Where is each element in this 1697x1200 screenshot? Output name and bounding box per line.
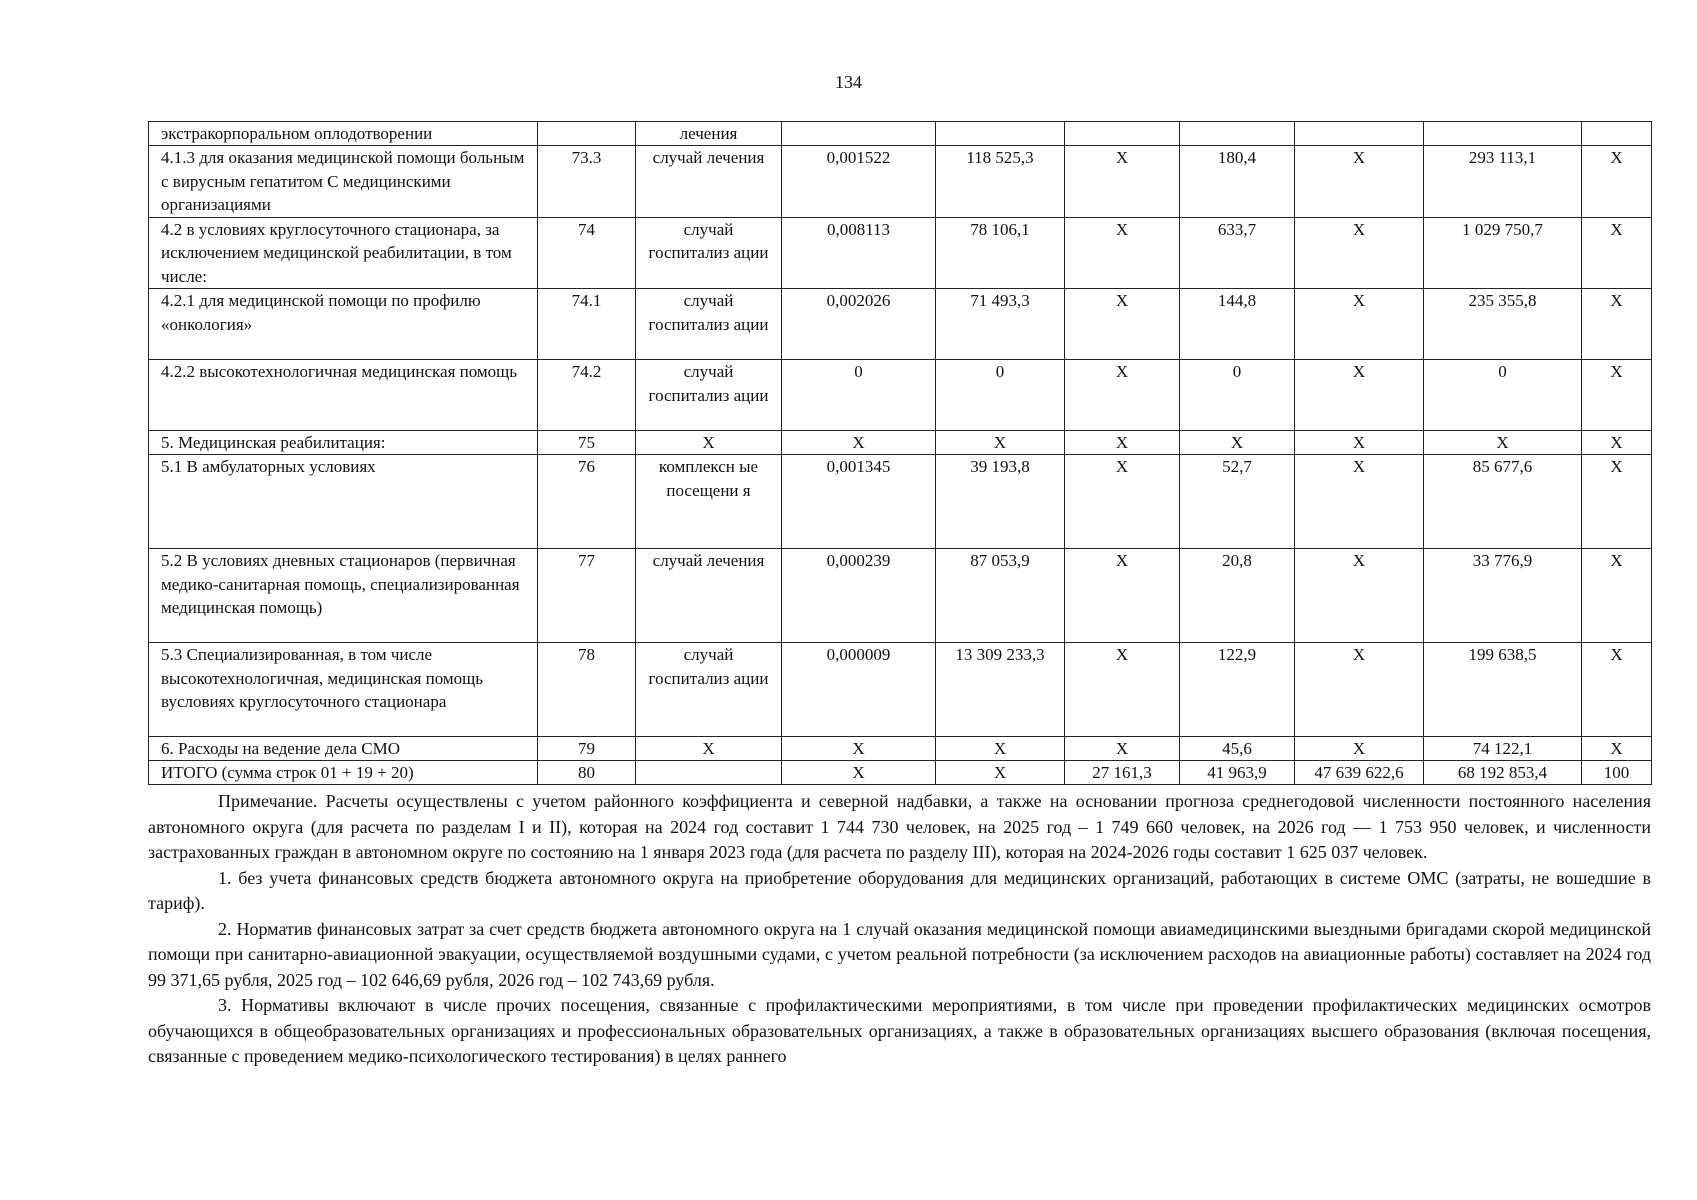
- share-cell: X: [1582, 455, 1652, 549]
- total-oms-cell: 68 192 853,4: [1424, 761, 1582, 785]
- volume-norm-cell: X: [782, 761, 936, 785]
- table-row: [149, 549, 1652, 643]
- unit-cell: случай госпитализ ации: [636, 360, 782, 431]
- cost-norm-cell: 13 309 233,3: [936, 643, 1065, 737]
- indicator-name-cell: 5.1 В амбулаторных условиях: [149, 455, 538, 549]
- per-capita-oms-cell: [1180, 122, 1295, 146]
- share-cell: X: [1582, 146, 1652, 218]
- cost-norm-cell: 87 053,9: [936, 549, 1065, 643]
- normatives-table-wrap: [148, 121, 1651, 785]
- volume-norm-cell: 0,000009: [782, 643, 936, 737]
- unit-cell: X: [636, 737, 782, 761]
- total-budget-cell: X: [1295, 146, 1424, 218]
- cost-norm-cell: X: [936, 761, 1065, 785]
- per-capita-budget-cell: 27 161,3: [1065, 761, 1180, 785]
- total-budget-cell: X: [1295, 643, 1424, 737]
- total-budget-cell: 47 639 622,6: [1295, 761, 1424, 785]
- per-capita-budget-cell: X: [1065, 431, 1180, 455]
- cost-norm-cell: 78 106,1: [936, 217, 1065, 289]
- row-code-cell: 77: [538, 549, 636, 643]
- per-capita-budget-cell: X: [1065, 455, 1180, 549]
- row-code-cell: 80: [538, 761, 636, 785]
- total-oms-cell: 235 355,8: [1424, 289, 1582, 360]
- page-number: 134: [835, 72, 862, 92]
- volume-norm-cell: 0,008113: [782, 217, 936, 289]
- note-paragraph-3: 3. Нормативы включают в числе прочих посещения, связанные с профилактическими мероприятиями, в том числе при проведении профилактических медицинских осмотров обучающихся в общеобразовательных организациях и профессиональных образовательных организациях, а также в образовательных организациях высшего образования (включая посещения, связанные с проведением медико-психологического тестирования) в целях раннего: [148, 995, 1651, 1066]
- cost-norm-cell: 118 525,3: [936, 146, 1065, 218]
- volume-norm-cell: 0,002026: [782, 289, 936, 360]
- notes-section: [148, 789, 1651, 1070]
- indicator-name-cell: 4.2.2 высокотехнологичная медицинская помощь: [149, 360, 538, 431]
- total-budget-cell: X: [1295, 431, 1424, 455]
- per-capita-budget-cell: [1065, 122, 1180, 146]
- cost-norm-cell: 39 193,8: [936, 455, 1065, 549]
- indicator-name-cell: 4.2 в условиях круглосуточного стационара, за исключением медицинской реабилитации, в том числе:: [149, 217, 538, 289]
- total-oms-cell: [1424, 122, 1582, 146]
- total-budget-cell: X: [1295, 289, 1424, 360]
- per-capita-budget-cell: X: [1065, 737, 1180, 761]
- total-oms-cell: 0: [1424, 360, 1582, 431]
- total-oms-cell: 33 776,9: [1424, 549, 1582, 643]
- total-oms-cell: 293 113,1: [1424, 146, 1582, 218]
- per-capita-oms-cell: 41 963,9: [1180, 761, 1295, 785]
- cost-norm-cell: 71 493,3: [936, 289, 1065, 360]
- total-oms-cell: 199 638,5: [1424, 643, 1582, 737]
- per-capita-budget-cell: X: [1065, 146, 1180, 218]
- unit-cell: случай лечения: [636, 549, 782, 643]
- total-budget-cell: X: [1295, 737, 1424, 761]
- total-budget-cell: [1295, 122, 1424, 146]
- indicator-name-cell: 5. Медицинская реабилитация:: [149, 431, 538, 455]
- unit-cell: случай госпитализ ации: [636, 643, 782, 737]
- per-capita-budget-cell: X: [1065, 217, 1180, 289]
- table-row: [149, 360, 1652, 431]
- unit-cell: случай госпитализ ации: [636, 217, 782, 289]
- share-cell: X: [1582, 289, 1652, 360]
- volume-norm-cell: [782, 122, 936, 146]
- table-row: [149, 289, 1652, 360]
- per-capita-oms-cell: 45,6: [1180, 737, 1295, 761]
- per-capita-budget-cell: X: [1065, 643, 1180, 737]
- indicator-name-cell: 6. Расходы на ведение дела СМО: [149, 737, 538, 761]
- share-cell: X: [1582, 737, 1652, 761]
- total-oms-cell: 85 677,6: [1424, 455, 1582, 549]
- per-capita-oms-cell: 633,7: [1180, 217, 1295, 289]
- per-capita-oms-cell: 144,8: [1180, 289, 1295, 360]
- table-row: [149, 122, 1652, 146]
- total-oms-cell: 74 122,1: [1424, 737, 1582, 761]
- unit-cell: [636, 761, 782, 785]
- cost-norm-cell: [936, 122, 1065, 146]
- total-budget-cell: X: [1295, 217, 1424, 289]
- row-code-cell: 73.3: [538, 146, 636, 218]
- share-cell: X: [1582, 549, 1652, 643]
- share-cell: X: [1582, 643, 1652, 737]
- table-row: [149, 737, 1652, 761]
- row-code-cell: 74.2: [538, 360, 636, 431]
- unit-cell: комплексн ые посещени я: [636, 455, 782, 549]
- row-code-cell: 76: [538, 455, 636, 549]
- indicator-name-cell: 5.3 Специализированная, в том числе высокотехнологичная, медицинская помощь вусловиях круглосуточного стационара: [149, 643, 538, 737]
- volume-norm-cell: X: [782, 737, 936, 761]
- row-code-cell: 78: [538, 643, 636, 737]
- normatives-table: [148, 121, 1652, 785]
- table-row: [149, 455, 1652, 549]
- total-oms-cell: X: [1424, 431, 1582, 455]
- total-budget-cell: X: [1295, 549, 1424, 643]
- note-paragraph-2: 2. Норматив финансовых затрат за счет средств бюджета автономного округа на 1 случай оказания медицинской помощи авиамедицинскими выездными бригадами скорой медицинской помощи при санитарно-авиационной эвакуации, осуществляемой воздушными судами, с учетом реальной потребности (за исключением расходов на авиационные работы) составляет на 2024 год 99 371,65 рубля, 2025 год – 102 646,69 рубля, 2026 год – 102 743,69 рубля.: [148, 918, 1651, 990]
- row-code-cell: 75: [538, 431, 636, 455]
- share-cell: [1582, 122, 1652, 146]
- row-code-cell: [538, 122, 636, 146]
- per-capita-budget-cell: X: [1065, 360, 1180, 431]
- total-budget-cell: X: [1295, 455, 1424, 549]
- share-cell: X: [1582, 217, 1652, 289]
- table-row: [149, 217, 1652, 289]
- indicator-name-cell: 5.2 В условиях дневных стационаров (первичная медико-санитарная помощь, специализированная медицинская помощь): [149, 549, 538, 643]
- note-paragraph-1: 1. без учета финансовых средств бюджета автономного округа на приобретение оборудования для медицинских организаций, работающих в системе ОМС (затраты, не вошедшие в тариф).: [148, 867, 1651, 913]
- indicator-name-cell: ИТОГО (сумма строк 01 + 19 + 20): [149, 761, 538, 785]
- note-paragraph-main: Примечание. Расчеты осуществлены с учетом районного коэффициента и северной надбавки, а также на основании прогноза среднегодовой численности постоянного населения автономного округа (для расчета по разделам I и II), которая на 2024 год составит 1 744 730 человек, на 2025 год – 1 749 660 человек, на 2026 год — 1 753 950 человек, и численности застрахованных граждан в автономном округе по состоянию на 1 января 2023 года (для расчета по разделу III), которая на 2024-2026 годы составит 1 625 037 человек.: [148, 791, 1651, 862]
- per-capita-oms-cell: 0: [1180, 360, 1295, 431]
- table-row: [149, 431, 1652, 455]
- per-capita-oms-cell: 122,9: [1180, 643, 1295, 737]
- row-code-cell: 79: [538, 737, 636, 761]
- volume-norm-cell: 0,001345: [782, 455, 936, 549]
- indicator-name-cell: 4.1.3 для оказания медицинской помощи больным с вирусным гепатитом С медицинскими организациями: [149, 146, 538, 218]
- unit-cell: случай госпитализ ации: [636, 289, 782, 360]
- row-code-cell: 74.1: [538, 289, 636, 360]
- indicator-name-cell: 4.2.1 для медицинской помощи по профилю «онкология»: [149, 289, 538, 360]
- share-cell: X: [1582, 431, 1652, 455]
- per-capita-budget-cell: X: [1065, 289, 1180, 360]
- volume-norm-cell: 0,000239: [782, 549, 936, 643]
- per-capita-oms-cell: 52,7: [1180, 455, 1295, 549]
- row-code-cell: 74: [538, 217, 636, 289]
- table-body: [149, 122, 1652, 785]
- per-capita-budget-cell: X: [1065, 549, 1180, 643]
- table-row: [149, 761, 1652, 785]
- total-budget-cell: X: [1295, 360, 1424, 431]
- per-capita-oms-cell: 180,4: [1180, 146, 1295, 218]
- cost-norm-cell: X: [936, 431, 1065, 455]
- volume-norm-cell: 0: [782, 360, 936, 431]
- unit-cell: случай лечения: [636, 146, 782, 218]
- per-capita-oms-cell: X: [1180, 431, 1295, 455]
- cost-norm-cell: 0: [936, 360, 1065, 431]
- indicator-name-cell: экстракорпоральном оплодотворении: [149, 122, 538, 146]
- volume-norm-cell: X: [782, 431, 936, 455]
- unit-cell: лечения: [636, 122, 782, 146]
- table-row: [149, 146, 1652, 218]
- share-cell: 100: [1582, 761, 1652, 785]
- total-oms-cell: 1 029 750,7: [1424, 217, 1582, 289]
- share-cell: X: [1582, 360, 1652, 431]
- table-row: [149, 643, 1652, 737]
- per-capita-oms-cell: 20,8: [1180, 549, 1295, 643]
- unit-cell: X: [636, 431, 782, 455]
- volume-norm-cell: 0,001522: [782, 146, 936, 218]
- cost-norm-cell: X: [936, 737, 1065, 761]
